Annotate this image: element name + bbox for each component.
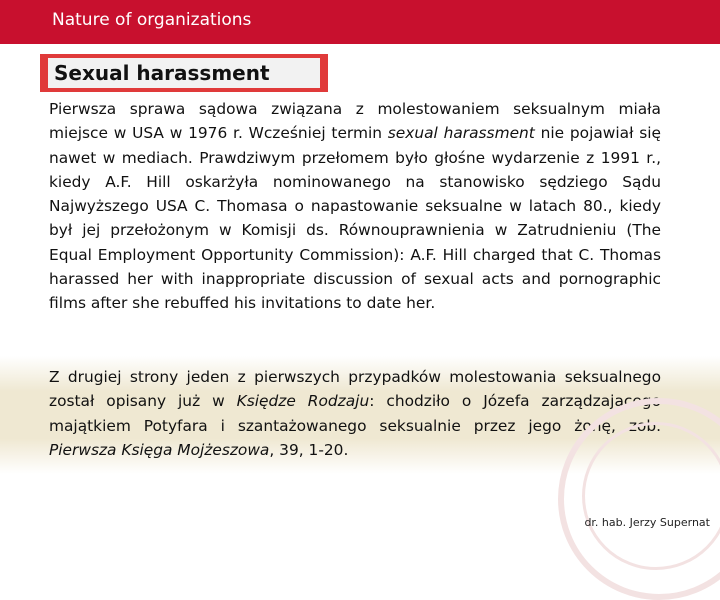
paragraph-main-emphasis: sexual harassment xyxy=(387,124,535,143)
paragraph-main-text-after: nie pojawiał się nawet w mediach. Prawdziwym przełomem było głośne wydarzenie z 1991 r., kiedy A.F. Hill oskarżyła nominowanego na stanowisko sędziego Sądu Najwyższego USA C. Thomasa o napastowanie seksualne w latach 80., kiedy był jej przełożonym w Komisji ds. Równouprawnienia w Zatrudnieniu (The Equal Employment Opportunity Commission): A.F. Hill charged that C. Thomas harassed her with inappropriate discussion of sexual acts and pornographic films after she rebuffed his invitations to date her. xyxy=(49,124,661,313)
paragraph-secondary-text-mid: : chodziło o Józefa zarządzającego majątkiem Potyfara i szantażowanego seksualnie przez jego żonę, zob. xyxy=(49,392,661,435)
paragraph-secondary-text: Z drugiej strony jeden z pierwszych przypadków molestowania seksualnego został opisany już w xyxy=(49,368,661,411)
paragraph-main xyxy=(49,97,661,316)
header-bar xyxy=(0,0,720,44)
paragraph-secondary xyxy=(49,365,661,462)
section-tab xyxy=(40,54,328,92)
university-seal-inner-ring xyxy=(582,422,720,570)
paragraph-main-text: Pierwsza sprawa sądowa związana z molestowaniem seksualnym miała miejsce w USA w 1976 r. Wcześniej termin xyxy=(49,100,661,143)
paragraph-secondary-emphasis-1: Księdze Rodzaju xyxy=(236,392,370,411)
section-title: Sexual harassment xyxy=(54,61,270,85)
header-title: Nature of organizations xyxy=(52,10,252,30)
section-tab-inner xyxy=(48,58,320,88)
author-credit: dr. hab. Jerzy Supernat xyxy=(584,516,710,529)
paragraph-secondary-text-after: , 39, 1-20. xyxy=(269,440,349,459)
paragraph-secondary-emphasis-2: Pierwsza Księga Mojżeszowa xyxy=(49,440,270,459)
